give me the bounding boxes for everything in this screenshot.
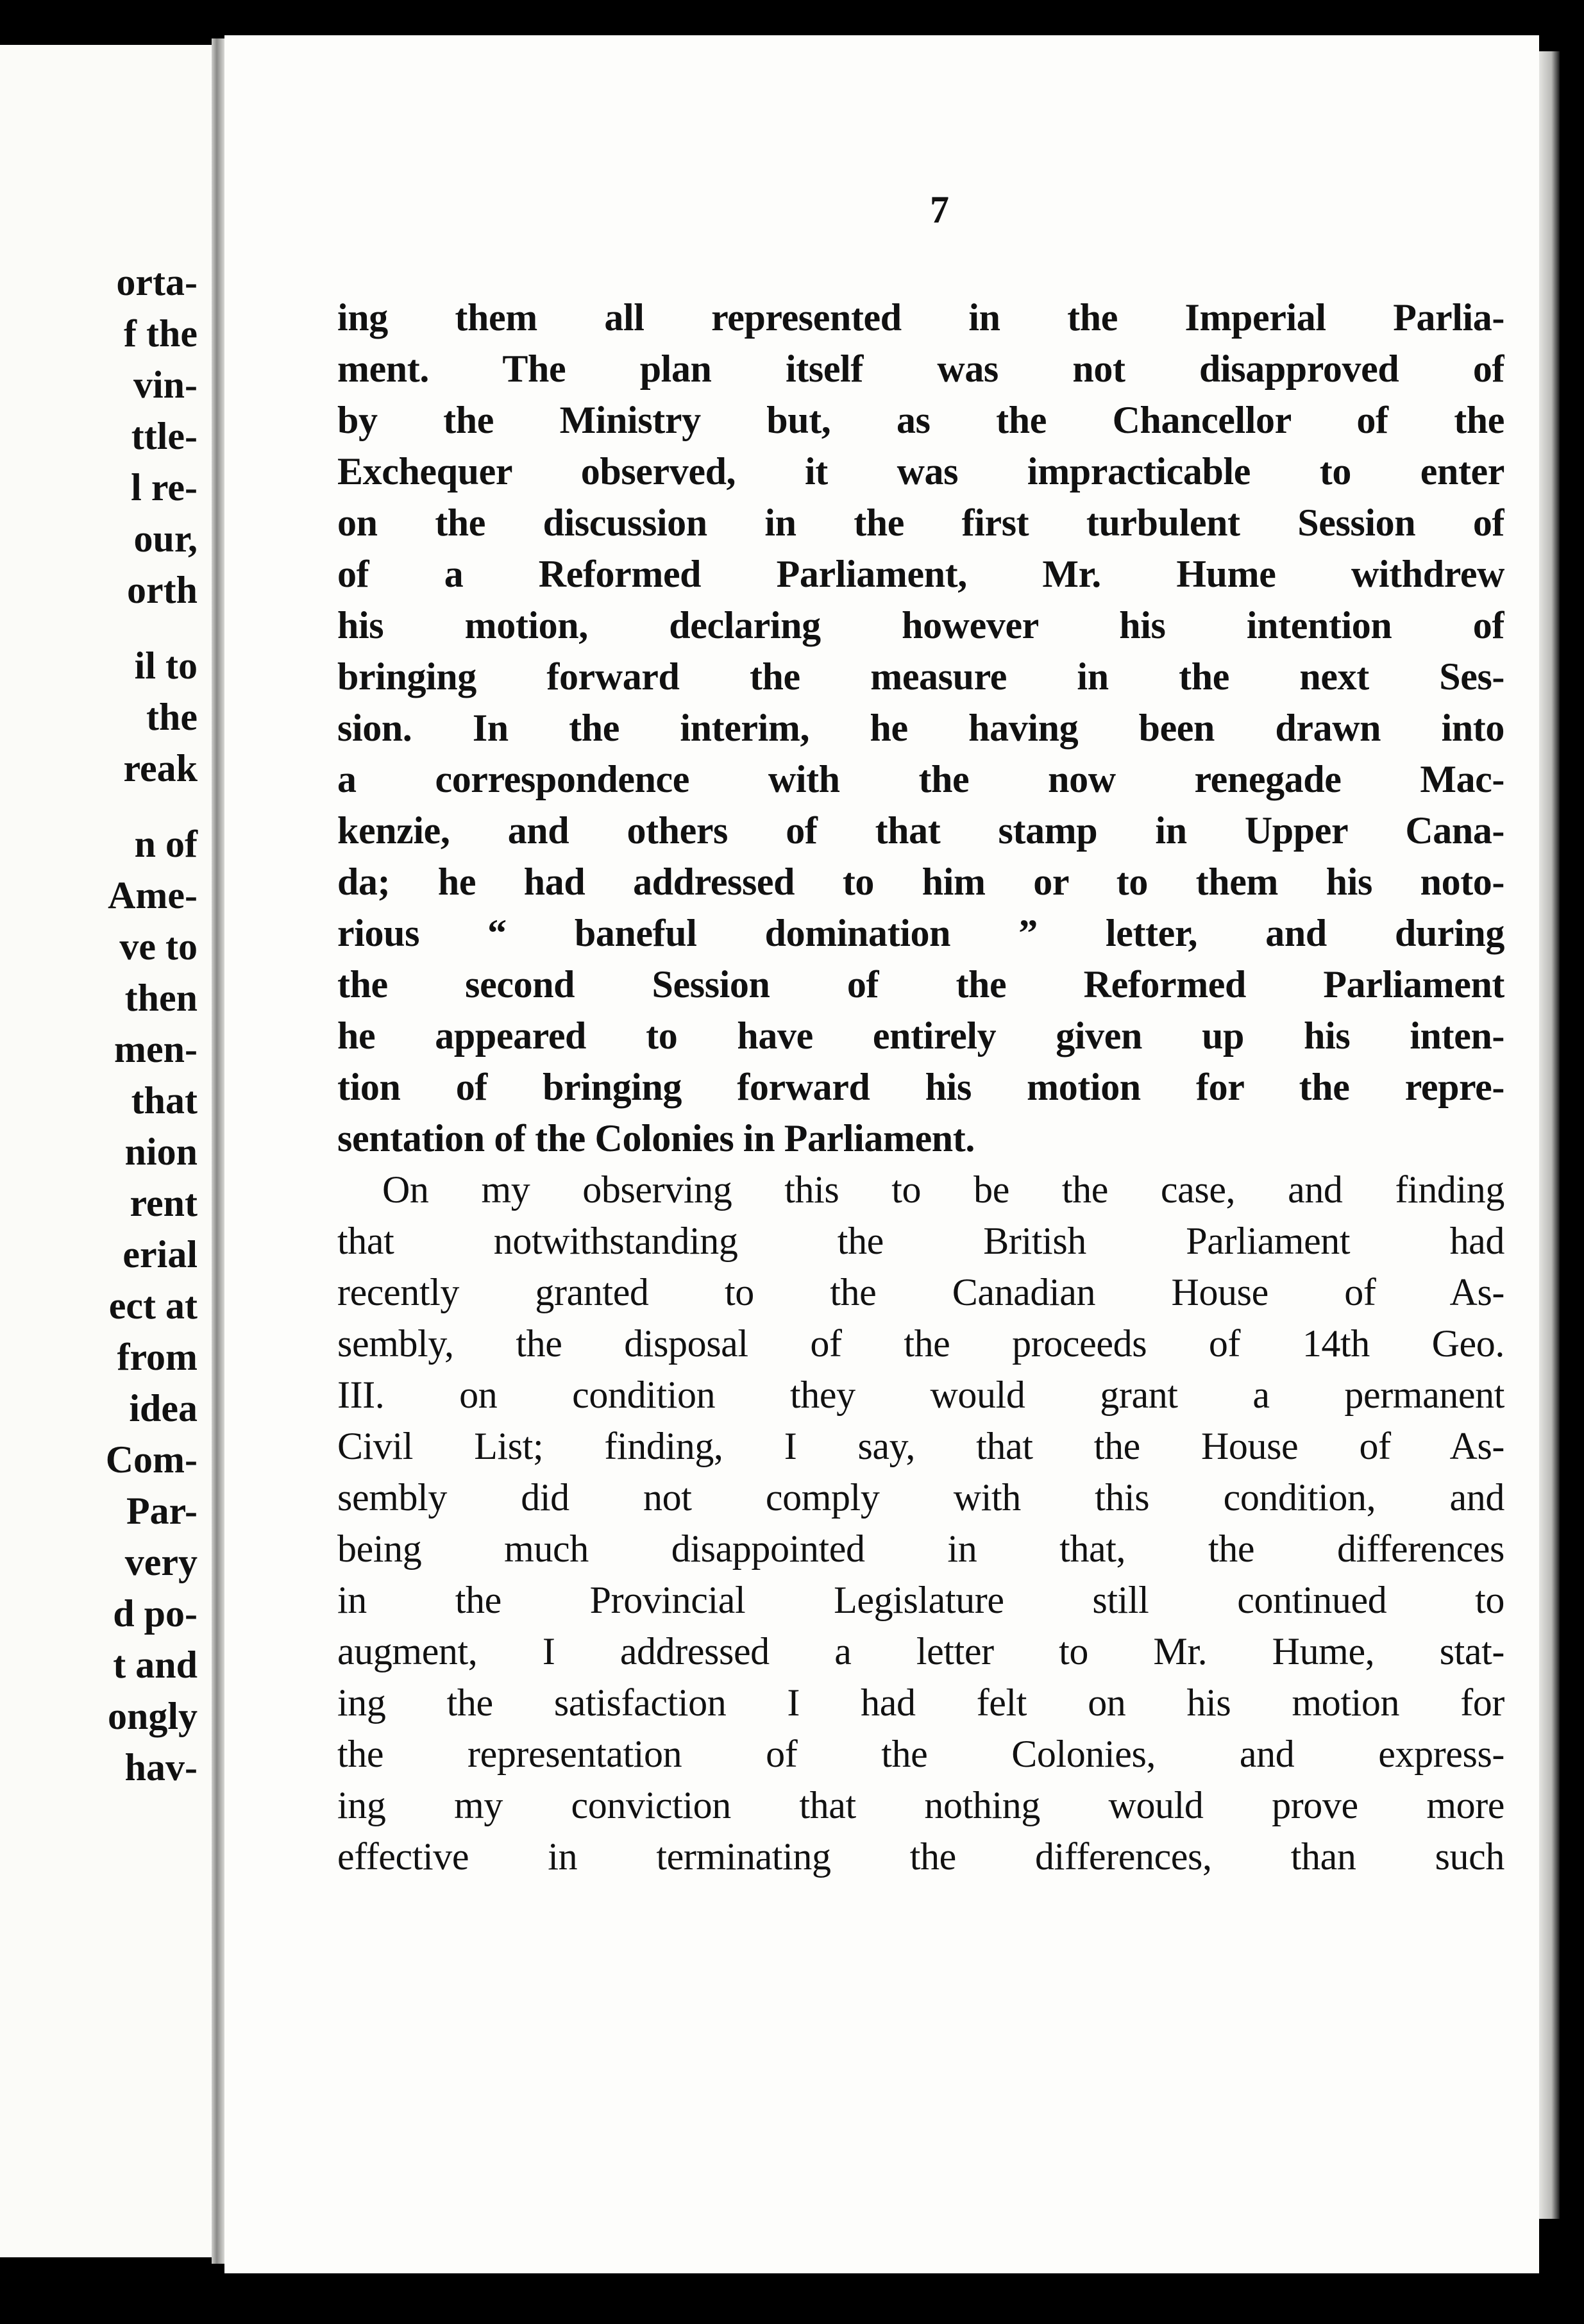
body-text-line: the representation of the Colonies, and express-: [337, 1733, 1504, 1775]
body-text-line: recently granted to the Canadian House of As-: [337, 1271, 1504, 1313]
left-page-gap: [106, 794, 198, 818]
paragraph-final-line: sentation of the Colonies in Parliament.: [337, 1117, 975, 1159]
body-text-line: bringing forward the measure in the next Ses-: [337, 655, 1504, 698]
body-text-line: Exchequer observed, it was impracticable to enter: [337, 450, 1504, 493]
left-page-line: nion: [124, 1131, 198, 1173]
left-page-line: idea: [129, 1387, 198, 1429]
left-page-line: il to: [134, 644, 198, 687]
body-text-line: ing my conviction that nothing would prove more: [337, 1784, 1504, 1826]
left-page-text-fragments: [106, 257, 198, 1793]
left-page-line: very: [124, 1541, 198, 1583]
page-number: 7: [930, 189, 949, 231]
left-page-gap: [106, 616, 198, 640]
body-text-line: a correspondence with the now renegade Mac-: [337, 758, 1504, 800]
body-text-line: the second Session of the Reformed Parliament: [337, 963, 1504, 1006]
body-text-column: [337, 292, 1504, 1882]
left-page-line: hav-: [124, 1746, 198, 1789]
body-text-line: III. on condition they would grant a permanent: [337, 1374, 1504, 1416]
left-page-line: reak: [123, 747, 198, 789]
body-text-line: effective in terminating the differences, than such: [337, 1835, 1504, 1878]
body-text-line: on the discussion in the first turbulent Session of: [337, 501, 1504, 544]
left-page-line: the: [146, 696, 198, 738]
left-page-line: ect at: [108, 1284, 198, 1327]
left-facing-page: [0, 45, 212, 2257]
body-text-line: ment. The plan itself was not disapproved of: [337, 348, 1504, 390]
page-edge-shadow: [1539, 51, 1560, 2219]
body-text-line: sembly did not comply with this condition, and: [337, 1476, 1504, 1519]
left-page-line: from: [117, 1336, 198, 1378]
body-text-line: of a Reformed Parliament, Mr. Hume withdrew: [337, 553, 1504, 595]
left-page-line: ve to: [119, 925, 198, 968]
body-text-line: by the Ministry but, as the Chancellor of the: [337, 399, 1504, 441]
left-page-line: ttle-: [131, 415, 198, 457]
left-page-line: that: [131, 1079, 198, 1122]
left-page-line: t and: [113, 1644, 198, 1686]
body-text-line: he appeared to have entirely given up his inten-: [337, 1015, 1504, 1057]
right-main-page: [224, 35, 1539, 2273]
left-page-line: erial: [122, 1233, 198, 1276]
left-page-line: l re-: [131, 466, 198, 509]
left-page-line: vin-: [133, 364, 198, 406]
left-page-line: men-: [114, 1028, 198, 1070]
body-text-line: his motion, declaring however his intention of: [337, 604, 1504, 646]
left-page-line: d po-: [113, 1592, 198, 1635]
body-text-line: da; he had addressed to him or to them his noto-: [337, 861, 1504, 903]
body-text-line: kenzie, and others of that stamp in Upper Cana-: [337, 809, 1504, 852]
body-text-line: that notwithstanding the British Parliament had: [337, 1220, 1504, 1262]
left-page-line: rent: [130, 1182, 198, 1224]
book-gutter: [212, 38, 224, 2264]
body-text-line: being much disappointed in that, the differences: [337, 1528, 1504, 1570]
left-page-line: orta-: [116, 261, 198, 303]
body-text-line: sembly, the disposal of the proceeds of 14th Geo.: [337, 1322, 1504, 1365]
body-text-line: tion of bringing forward his motion for the repre-: [337, 1066, 1504, 1108]
body-text-line: in the Provincial Legislature still continued to: [337, 1579, 1504, 1621]
paragraph-first-line: On my observing this to be the case, and finding: [382, 1168, 1504, 1211]
left-page-line: then: [124, 977, 198, 1019]
body-text-line: sion. In the interim, he having been drawn into: [337, 707, 1504, 749]
left-page-line: Com-: [105, 1438, 198, 1481]
body-text-line: augment, I addressed a letter to Mr. Hume, stat-: [337, 1630, 1504, 1672]
left-page-line: f the: [124, 312, 198, 355]
left-page-line: Ame-: [108, 874, 198, 916]
left-page-line: ongly: [107, 1695, 198, 1737]
body-text-line: ing the satisfaction I had felt on his motion for: [337, 1681, 1504, 1724]
body-text-line: rious “ baneful domination ” letter, and during: [337, 912, 1504, 954]
left-page-line: n of: [134, 823, 198, 865]
left-page-line: Par-: [126, 1490, 198, 1532]
left-page-line: orth: [127, 569, 198, 611]
left-page-line: our,: [133, 518, 198, 560]
body-text-line: ing them all represented in the Imperial Parlia-: [337, 296, 1504, 339]
body-text-line: Civil List; finding, I say, that the House of As-: [337, 1425, 1504, 1467]
